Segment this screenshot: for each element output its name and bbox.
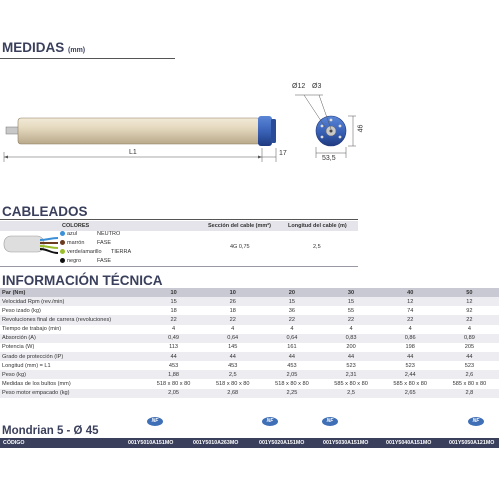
spec-cell: 44: [440, 352, 499, 361]
spec-cell: 44: [321, 352, 380, 361]
spec-cell: 200: [321, 343, 380, 352]
spec-cell: 22: [440, 315, 499, 324]
spec-cell: 0,89: [440, 334, 499, 343]
nf-badge-icon: NF: [468, 417, 484, 426]
spec-row-label: Peso (kg): [0, 370, 144, 379]
spec-cell: 205: [440, 343, 499, 352]
spec-cell: 453: [203, 361, 262, 370]
spec-row-label: Revoluciones final de carrera (revoluciones): [0, 315, 144, 324]
spec-cell: 453: [144, 361, 203, 370]
wire-verde: verde/amarillo: [60, 249, 102, 255]
spec-row-label: Grado de protección (IP): [0, 352, 144, 361]
spec-cell: 4: [144, 325, 203, 334]
spec-cell: 2,6: [440, 370, 499, 379]
cableados-divider: [0, 219, 358, 220]
spec-row: [0, 306, 499, 315]
spec-row: [0, 389, 499, 398]
spec-cell: 0,64: [203, 334, 262, 343]
spec-cell: 55: [321, 306, 380, 315]
spec-cell: 44: [381, 352, 440, 361]
spec-cell: 18: [203, 306, 262, 315]
spec-cell: 22: [381, 315, 440, 324]
spec-cell: 585 x 80 x 80: [321, 379, 380, 388]
wire-marron-dot: [60, 240, 65, 245]
spec-cell: 30: [321, 288, 380, 297]
spec-cell: 518 x 80 x 80: [203, 379, 262, 388]
spec-cell: 15: [144, 297, 203, 306]
spec-cell: 4: [203, 325, 262, 334]
code-value: 001Y5040A151MO: [386, 440, 432, 446]
dim-l1: L1: [129, 149, 137, 156]
spec-row-label: Potencia (W): [0, 343, 144, 352]
motor-shaft: [6, 127, 19, 134]
cableados-col-colores: COLORES: [62, 223, 90, 229]
spec-row-label: Velocidad Rpm (rev./min): [0, 297, 144, 306]
wire-marron-role: FASE: [97, 240, 112, 246]
code-label: CÓDIGO: [3, 440, 25, 446]
spec-cell: 523: [440, 361, 499, 370]
spec-cell: 22: [262, 315, 321, 324]
spec-cell: 453: [262, 361, 321, 370]
spec-row-label: Longitud (mm) = L1: [0, 361, 144, 370]
spec-row-label: Medidas de los bultos (mm): [0, 379, 144, 388]
medidas-title-text: MEDIDAS: [2, 40, 65, 55]
spec-header-row: [0, 288, 499, 297]
wire-marron: marrón: [60, 240, 84, 246]
spec-cell: 2,8: [440, 389, 499, 398]
spec-cell: 20: [262, 288, 321, 297]
model-title: Mondrian 5 - Ø 45: [2, 425, 99, 437]
spec-header-label: Par (Nm): [0, 288, 144, 297]
wire-verde-role: TIERRA: [111, 249, 132, 255]
spec-row: [0, 297, 499, 306]
wire-negro-dot: [60, 258, 65, 263]
spec-cell: 2,25: [262, 389, 321, 398]
spec-cell: 44: [144, 352, 203, 361]
motor-head: [258, 116, 272, 146]
spec-cell: 1,88: [144, 370, 203, 379]
seccion-value: 4G 0,75: [230, 244, 250, 250]
spec-row: [0, 315, 499, 324]
spec-table: [0, 288, 499, 398]
wire-negro-role: FASE: [97, 258, 112, 264]
spec-row-label: Peso izado (kg): [0, 306, 144, 315]
cableados-col-seccion: Sección del cable (mm²): [208, 223, 271, 229]
spec-cell: 0,49: [144, 334, 203, 343]
spec-cell: 2,5: [203, 370, 262, 379]
spec-row: [0, 361, 499, 370]
wire-azul-role: NEUTRO: [97, 231, 121, 237]
spec-cell: 15: [262, 297, 321, 306]
spec-cell: 4: [440, 325, 499, 334]
wire-verde-dot: [60, 249, 65, 254]
medidas-unit: (mm): [68, 47, 86, 54]
wire-azul: azul: [60, 231, 77, 237]
spec-cell: 518 x 80 x 80: [144, 379, 203, 388]
spec-row: [0, 343, 499, 352]
code-value: 001Y5030A151MO: [323, 440, 369, 446]
spec-cell: 2,05: [262, 370, 321, 379]
dim-17: 17: [279, 150, 287, 157]
nf-badge-icon: NF: [322, 417, 338, 426]
spec-cell: 585 x 80 x 80: [440, 379, 499, 388]
spec-cell: 22: [203, 315, 262, 324]
dim-d12: Ø12: [292, 83, 306, 90]
spec-cell: 145: [203, 343, 262, 352]
spec-cell: 2,31: [321, 370, 380, 379]
spec-cell: 15: [321, 297, 380, 306]
spec-row: [0, 370, 499, 379]
spec-cell: 10: [203, 288, 262, 297]
spec-cell: 50: [440, 288, 499, 297]
spec-row-label: Absorción (A): [0, 334, 144, 343]
spec-cell: 2,05: [144, 389, 203, 398]
spec-cell: 22: [144, 315, 203, 324]
spec-row-label: Tiempo de trabajo (min): [0, 325, 144, 334]
spec-cell: 92: [440, 306, 499, 315]
spec-cell: 198: [381, 343, 440, 352]
spec-cell: 2,65: [381, 389, 440, 398]
spec-cell: 2,44: [381, 370, 440, 379]
spec-cell: 4: [262, 325, 321, 334]
spec-cell: 585 x 80 x 80: [381, 379, 440, 388]
cableados-title: CABLEADOS: [2, 204, 88, 219]
nf-badge-icon: NF: [147, 417, 163, 426]
cableados-col-longitud: Longitud del cable (m): [288, 223, 347, 229]
spec-row-label: Peso motor empacado (kg): [0, 389, 144, 398]
dim-53-5: 53,5: [322, 155, 336, 162]
spec-cell: 10: [144, 288, 203, 297]
code-value: 001Y5020A151MO: [259, 440, 305, 446]
code-value: 001Y5010A263MO: [193, 440, 239, 446]
spec-row: [0, 352, 499, 361]
cableados-bottom-line: [0, 266, 358, 267]
spec-cell: 4: [321, 325, 380, 334]
spec-row: [0, 325, 499, 334]
motor-tube: [18, 118, 260, 144]
code-value: 001Y5010A151MO: [128, 440, 174, 446]
spec-cell: 22: [321, 315, 380, 324]
spec-cell: 44: [203, 352, 262, 361]
spec-cell: 4: [381, 325, 440, 334]
spec-cell: 36: [262, 306, 321, 315]
spec-cell: 518 x 80 x 80: [262, 379, 321, 388]
spec-cell: 26: [203, 297, 262, 306]
dim-46: 46: [357, 124, 365, 133]
spec-cell: 0,86: [381, 334, 440, 343]
longitud-value: 2,5: [313, 244, 321, 250]
spec-cell: 2,5: [321, 389, 380, 398]
spec-cell: 12: [440, 297, 499, 306]
spec-cell: 18: [144, 306, 203, 315]
wire-negro: negro: [60, 258, 81, 264]
wire-azul-dot: [60, 231, 65, 236]
dim-d3: Ø3: [312, 83, 322, 90]
spec-cell: 523: [321, 361, 380, 370]
info-title: INFORMACIÓN TÉCNICA: [2, 273, 163, 288]
spec-row: [0, 334, 499, 343]
spec-cell: 0,64: [262, 334, 321, 343]
spec-cell: 40: [381, 288, 440, 297]
code-value: 001Y5050A121MO: [449, 440, 495, 446]
nf-badge-icon: NF: [262, 417, 278, 426]
spec-cell: 0,83: [321, 334, 380, 343]
spec-row: [0, 379, 499, 388]
spec-cell: 12: [381, 297, 440, 306]
spec-cell: 44: [262, 352, 321, 361]
spec-cell: 74: [381, 306, 440, 315]
spec-cell: 2,68: [203, 389, 262, 398]
spec-cell: 161: [262, 343, 321, 352]
motor-drawing: [0, 0, 499, 200]
spec-cell: 523: [381, 361, 440, 370]
spec-cell: 113: [144, 343, 203, 352]
